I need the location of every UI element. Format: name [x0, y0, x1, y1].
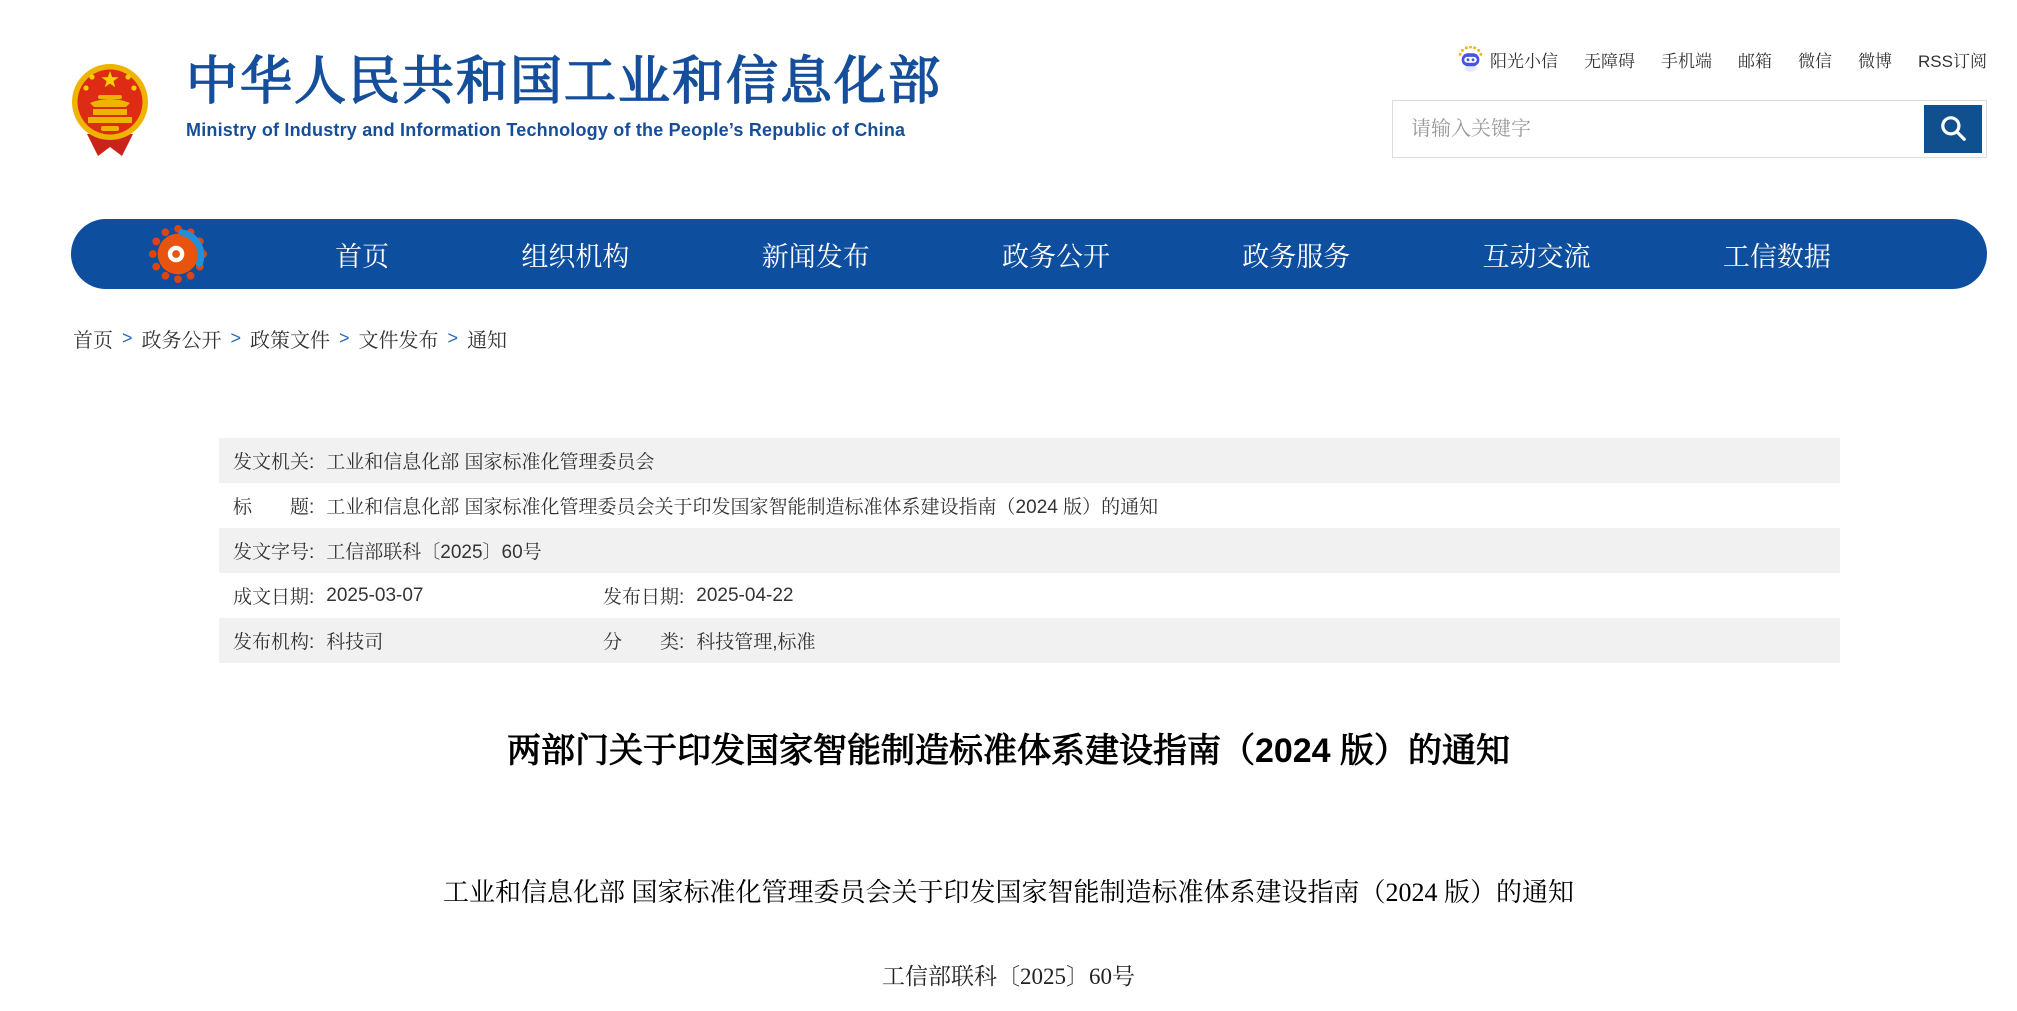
breadcrumb-separator: >: [122, 328, 133, 348]
robot-assistant-icon: [1457, 46, 1484, 73]
search-button[interactable]: [1924, 105, 1982, 153]
quick-link-mail[interactable]: 邮箱: [1738, 52, 1773, 71]
breadcrumb-separator: >: [447, 328, 459, 348]
meta-value: 工业和信息化部 国家标准化管理委员会: [326, 452, 655, 473]
document-meta-table: [219, 438, 1840, 663]
quick-link-mobile[interactable]: 手机端: [1661, 52, 1713, 71]
search-icon: [1938, 113, 1968, 146]
nav-item-interaction[interactable]: 互动交流: [1482, 241, 1591, 272]
meta-label: 发文字号:: [233, 542, 315, 563]
quick-links: [1457, 46, 1987, 73]
search-bar: [1392, 100, 1987, 158]
quick-link-sunshine-assistant[interactable]: [1457, 46, 1558, 73]
meta-value: 2025-04-22: [696, 584, 794, 606]
nav-item-news[interactable]: 新闻发布: [761, 241, 870, 272]
meta-value: 2025-03-07: [326, 584, 424, 606]
main-navbar: [71, 219, 1987, 289]
site-brand: [186, 54, 942, 141]
national-emblem-icon: [71, 50, 149, 162]
breadcrumb-home[interactable]: 首页: [73, 330, 113, 352]
breadcrumb-separator: >: [339, 328, 350, 348]
breadcrumb-gov-disclosure[interactable]: 政务公开: [141, 330, 222, 352]
meta-label: 标 题:: [233, 497, 315, 518]
nav-item-gov-disclosure[interactable]: 政务公开: [1001, 241, 1110, 272]
quick-link-accessibility[interactable]: 无障碍: [1584, 52, 1636, 71]
search-input[interactable]: [1392, 100, 1987, 158]
meta-label: 发文机关:: [233, 452, 315, 473]
meta-label: 发布机构:: [233, 632, 315, 653]
meta-row-issuing-agency: [219, 438, 1840, 483]
meta-label: 发布日期:: [603, 587, 685, 608]
meta-value: 科技司: [326, 632, 384, 653]
meta-label: 成文日期:: [233, 587, 315, 608]
breadcrumb-current-notice: 通知: [467, 330, 508, 352]
meta-row-publisher-category: [219, 618, 1840, 663]
nav-items: [269, 235, 1897, 274]
breadcrumb-document-release[interactable]: 文件发布: [358, 330, 439, 352]
breadcrumb: [73, 324, 507, 353]
quick-link-weibo[interactable]: 微博: [1858, 52, 1893, 71]
meta-value: 工信部联科〔2025〕60号: [326, 542, 542, 563]
article-subtitle: 工业和信息化部 国家标准化管理委员会关于印发国家智能制造标准体系建设指南（2024 版）的通知: [442, 878, 1574, 907]
article-title: 两部门关于印发国家智能制造标准体系建设指南（2024 版）的通知: [506, 732, 1511, 770]
quick-link-wechat[interactable]: 微信: [1798, 52, 1833, 71]
nav-item-home[interactable]: 首页: [335, 241, 390, 272]
meta-value: 科技管理,标准: [696, 632, 816, 653]
nav-item-gov-services[interactable]: 政务服务: [1242, 241, 1351, 272]
nav-item-organization[interactable]: 组织机构: [521, 241, 630, 272]
nav-item-miit-data[interactable]: 工信数据: [1722, 241, 1831, 272]
breadcrumb-separator: >: [230, 328, 242, 348]
site-title-en: Ministry of Industry and Information Technology of the People’s Republic of China: [186, 120, 906, 141]
quick-link-label: 阳光小信: [1490, 52, 1559, 71]
breadcrumb-policy-documents[interactable]: 政策文件: [250, 330, 331, 352]
meta-row-title: [219, 483, 1840, 528]
meta-row-dates: [219, 573, 1840, 618]
meta-value: 工业和信息化部 国家标准化管理委员会关于印发国家智能制造标准体系建设指南（2024 版）的通知: [326, 497, 1159, 518]
miit-gear-logo-icon: [147, 223, 209, 285]
meta-label: 分 类:: [603, 632, 685, 653]
meta-row-doc-number: [219, 528, 1840, 573]
article-doc-number: 工信部联科〔2025〕60号: [882, 964, 1135, 989]
quick-link-rss[interactable]: RSS订阅: [1918, 52, 1987, 71]
site-title-zh: 中华人民共和国工业和信息化部: [186, 53, 943, 111]
